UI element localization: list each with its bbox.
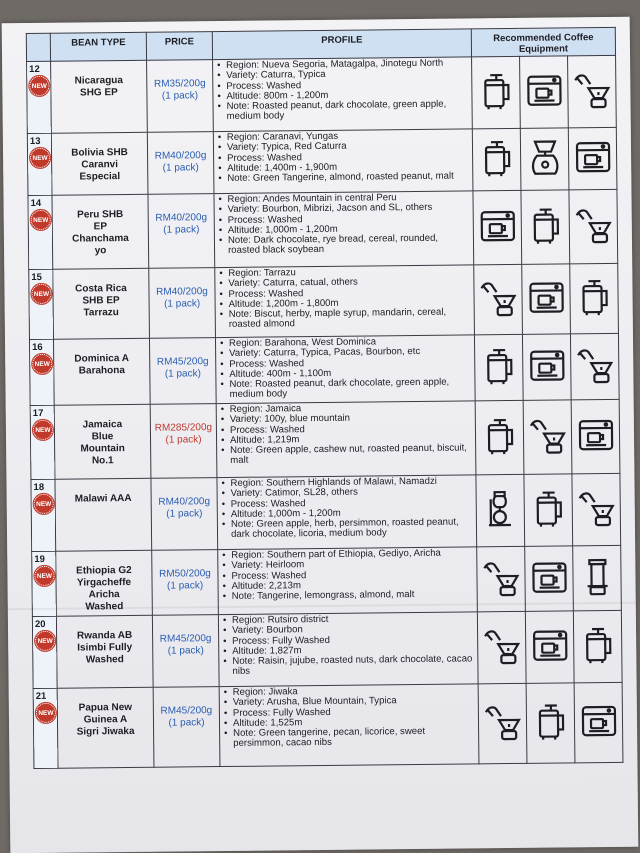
pour-over-icon bbox=[572, 70, 612, 110]
profile-item: • Altitude: 1,525m bbox=[224, 716, 475, 729]
profile-cell bbox=[213, 57, 473, 132]
new-badge-icon: NEW bbox=[36, 703, 56, 723]
bean-name-line: Isimbi Fully bbox=[77, 641, 133, 654]
bean-name-line: Tarrazu bbox=[83, 307, 119, 319]
table-row bbox=[27, 127, 617, 195]
bean-type-cell bbox=[51, 60, 148, 133]
profile-cell bbox=[215, 265, 475, 338]
espresso-machine-icon bbox=[477, 206, 517, 246]
new-badge-icon: NEW bbox=[31, 210, 51, 230]
equipment-cell bbox=[569, 189, 618, 263]
profile-item: • Altitude: 1,827m bbox=[223, 644, 474, 657]
profile-item: • Region: Nueva Segoria, Matagalpa, Jinotegu North bbox=[217, 58, 468, 71]
new-badge-icon: NEW bbox=[29, 76, 49, 96]
equipment-cell bbox=[472, 128, 521, 190]
equipment-cell bbox=[522, 264, 571, 334]
french-press-icon bbox=[525, 205, 565, 245]
table-row bbox=[30, 399, 620, 479]
profile-item: • Region: Rutsiro district bbox=[223, 613, 474, 626]
equipment-cell bbox=[522, 334, 571, 400]
profile-item: • Variety: Caturra, Typica bbox=[217, 69, 468, 82]
profile-cell bbox=[216, 401, 476, 478]
table-row bbox=[29, 333, 619, 405]
bean-name-line: SHB EP bbox=[82, 295, 120, 307]
bean-name-line: Rwanda AB bbox=[76, 629, 133, 642]
profile-item: • Region: Barahona, West Dominica bbox=[220, 336, 471, 349]
profile-item: • Region: Southern Highlands of Malawi, Namadzi bbox=[221, 476, 472, 489]
equipment-cell bbox=[473, 190, 522, 264]
bean-name-line: Jamaica bbox=[82, 419, 123, 431]
profile-item: • Note: Dark chocolate, rye bread, cereal, rounded, roasted black soybean bbox=[219, 234, 470, 257]
profile-list bbox=[223, 613, 475, 677]
row-number: 21 bbox=[35, 690, 47, 702]
pour-over-icon bbox=[575, 345, 615, 385]
profile-item: • Process: Washed bbox=[219, 287, 470, 300]
profile-item: • Note: Green apple, herb, persimmon, roasted peanut, dark chocolate, licoria, medium body bbox=[222, 518, 473, 541]
equipment-cell bbox=[472, 56, 521, 128]
equipment-cell bbox=[525, 611, 574, 683]
profile-item: • Process: Fully Washed bbox=[223, 634, 474, 647]
profile-item: • Note: Raisin, jujube, roasted nuts, dark chocolate, cacao nibs bbox=[223, 655, 474, 678]
profile-list bbox=[224, 685, 476, 749]
row-number: 13 bbox=[29, 135, 41, 148]
bean-name-line: Papua New bbox=[78, 701, 133, 714]
new-badge-icon: NEW bbox=[30, 148, 50, 168]
profile-item: • Region: Andes Mountain in central Peru bbox=[218, 192, 469, 205]
price-cell bbox=[148, 194, 215, 269]
row-number-cell bbox=[27, 61, 52, 133]
price-value: RM50/200g bbox=[159, 568, 211, 580]
bean-name-line: Mountain bbox=[80, 443, 125, 455]
profile-item: • Note: Green apple, cashew nut, roasted peanut, biscuit, malt bbox=[221, 444, 472, 467]
equipment-cell bbox=[476, 474, 525, 546]
bean-name-line: Aricha bbox=[88, 589, 120, 601]
pack-size: (1 pack) bbox=[167, 645, 204, 657]
price-cell bbox=[149, 338, 216, 405]
profile-item: • Region: Jiwaka bbox=[224, 685, 475, 698]
profile-item: • Note: Green Tangerine, almond, roasted peanut, malt bbox=[218, 172, 469, 185]
pour-over-icon bbox=[482, 702, 522, 742]
equipment-cell bbox=[570, 333, 619, 399]
equipment-cell bbox=[523, 400, 572, 474]
bean-type-cell bbox=[53, 338, 150, 405]
pour-over-icon bbox=[527, 415, 567, 455]
equipment-cell bbox=[477, 611, 526, 683]
profile-item: • Note: Green tangerine, pecan, licorice, sweet persimmon, cacao nibs bbox=[224, 727, 475, 750]
equipment-cell bbox=[525, 546, 574, 611]
bean-name-line: Blue bbox=[91, 431, 114, 443]
equipment-cell bbox=[568, 55, 617, 127]
new-badge-icon: NEW bbox=[31, 284, 51, 304]
row-number-cell bbox=[33, 688, 58, 768]
profile-cell bbox=[218, 612, 478, 687]
bean-type-cell bbox=[56, 550, 153, 616]
bean-name-line: yo bbox=[94, 245, 107, 257]
row-number: 14 bbox=[30, 197, 42, 210]
bean-name-line: Yirgacheffe bbox=[76, 576, 132, 589]
profile-item: • Process: Washed bbox=[217, 79, 468, 92]
equipment-cell bbox=[524, 474, 573, 546]
profile-item: • Note: Tangerine, lemongrass, almond, malt bbox=[223, 590, 474, 603]
profile-cell bbox=[219, 684, 479, 767]
pack-size: (1 pack) bbox=[165, 434, 202, 446]
profile-item: • Variety: Catimor, SL28, others bbox=[222, 487, 473, 500]
profile-list bbox=[221, 402, 473, 466]
price-value: RM40/200g bbox=[156, 286, 208, 298]
bean-name-line: Ethiopia G2 bbox=[76, 564, 132, 577]
bean-name-line: No.1 bbox=[91, 455, 114, 467]
row-number-cell bbox=[32, 551, 57, 616]
profile-list bbox=[218, 192, 470, 256]
profile-cell bbox=[215, 335, 475, 404]
price-value: RM40/200g bbox=[155, 212, 208, 224]
row-number: 18 bbox=[33, 481, 45, 494]
header-number bbox=[26, 33, 50, 61]
price-cell bbox=[147, 132, 214, 195]
row-number: 19 bbox=[34, 553, 45, 565]
equipment-cell bbox=[474, 334, 523, 400]
row-number-cell bbox=[32, 616, 57, 688]
row-number-cell bbox=[30, 405, 55, 479]
espresso-machine-icon bbox=[578, 701, 618, 741]
equipment-cell bbox=[475, 400, 524, 474]
bean-type-cell bbox=[52, 194, 149, 269]
bean-name-line: Chanchama bbox=[72, 232, 129, 245]
profile-item: • Altitude: 800m - 1,200m bbox=[217, 89, 468, 102]
pour-over-icon bbox=[573, 205, 613, 245]
price-value: RM40/200g bbox=[154, 150, 207, 162]
equipment-cell bbox=[521, 190, 570, 264]
bean-type-cell bbox=[56, 615, 153, 688]
price-cell bbox=[149, 268, 216, 339]
equipment-cell bbox=[573, 610, 622, 682]
profile-item: • Variety: Arusha, Blue Mountain, Typica bbox=[224, 696, 475, 709]
bean-type-cell bbox=[54, 404, 151, 479]
equipment-cell bbox=[574, 682, 623, 762]
profile-item: • Variety: Heirloom bbox=[222, 559, 473, 572]
bean-name-line: Barahona bbox=[78, 365, 125, 377]
profile-item: • Region: Caranavi, Yungas bbox=[218, 130, 469, 143]
row-number: 16 bbox=[32, 341, 43, 354]
price-cell bbox=[150, 404, 217, 479]
profile-list bbox=[219, 266, 471, 330]
pour-over-icon bbox=[482, 626, 522, 666]
profile-item: • Variety: Caturra, Typica, Pacas, Bourbon, etc bbox=[220, 347, 471, 360]
new-badge-icon: NEW bbox=[35, 631, 55, 651]
equipment-cell bbox=[573, 545, 622, 610]
equipment-cell bbox=[571, 399, 620, 473]
equipment-cell bbox=[520, 56, 569, 128]
price-cell bbox=[153, 687, 220, 768]
equipment-cell bbox=[474, 264, 523, 334]
price-value: RM45/200g bbox=[160, 705, 213, 717]
table-row bbox=[28, 189, 618, 269]
profile-item: • Note: Biscut, herby, maple syrup, mandarin, cereal, roasted almond bbox=[220, 308, 471, 331]
profile-item: • Process: Washed bbox=[222, 569, 473, 582]
profile-item: • Process: Washed bbox=[221, 423, 472, 436]
french-press-icon bbox=[479, 416, 519, 456]
bean-name-line: EP bbox=[93, 221, 108, 233]
profile-list bbox=[222, 548, 474, 602]
row-number-cell bbox=[29, 269, 54, 339]
espresso-machine-icon bbox=[529, 557, 569, 597]
bean-type-cell bbox=[51, 132, 148, 195]
bean-type-cell bbox=[57, 687, 154, 768]
french-press-icon bbox=[578, 625, 618, 665]
table-row bbox=[32, 610, 622, 688]
profile-cell bbox=[213, 129, 473, 194]
price-value: RM45/200g bbox=[159, 633, 212, 645]
price-value: RM40/200g bbox=[158, 496, 211, 508]
profile-item: • Variety: Typica, Red Caturra bbox=[218, 141, 469, 154]
new-badge-icon: NEW bbox=[33, 420, 53, 440]
row-number-cell bbox=[31, 479, 56, 551]
bean-name-line: Peru SHB bbox=[77, 209, 124, 221]
header-price: PRICE bbox=[146, 32, 212, 61]
bean-name-line: Malawi AAA bbox=[74, 492, 132, 505]
profile-item: • Process: Washed bbox=[218, 151, 469, 164]
row-number-cell bbox=[29, 339, 54, 405]
profile-item: • Variety: Bourbon bbox=[223, 624, 474, 637]
profile-item: • Process: Fully Washed bbox=[224, 706, 475, 719]
bean-name-line: Especial bbox=[79, 171, 121, 183]
bean-name-line: Washed bbox=[85, 601, 124, 613]
french-press-icon bbox=[476, 71, 516, 111]
pack-size: (1 pack) bbox=[163, 224, 200, 236]
profile-item: • Variety: Caturra, catual, others bbox=[219, 277, 470, 290]
equipment-cell bbox=[478, 683, 527, 763]
espresso-machine-icon bbox=[524, 70, 564, 110]
row-number-cell bbox=[27, 133, 52, 195]
equipment-cell bbox=[568, 127, 617, 189]
profile-item: • Variety: Bourbon, Mibrizi, Jacson and SL, others bbox=[219, 203, 470, 216]
french-press-icon bbox=[476, 138, 516, 178]
coffee-bean-table bbox=[26, 27, 624, 769]
espresso-machine-icon bbox=[530, 625, 570, 665]
bean-name-line: Washed bbox=[85, 654, 124, 666]
espresso-machine-icon bbox=[575, 415, 615, 455]
french-press-icon bbox=[528, 488, 568, 528]
pack-size: (1 pack) bbox=[164, 368, 201, 380]
price-cell bbox=[151, 478, 218, 551]
profile-item: • Region: Jamaica bbox=[221, 402, 472, 415]
profile-item: • Altitude: 1,219m bbox=[221, 433, 472, 446]
pack-size: (1 pack) bbox=[162, 162, 199, 174]
profile-item: • Process: Washed bbox=[222, 497, 473, 510]
price-value: RM45/200g bbox=[156, 356, 209, 368]
profile-list bbox=[221, 476, 473, 540]
french-press-icon bbox=[530, 701, 570, 741]
french-press-icon bbox=[574, 277, 614, 317]
equipment-cell bbox=[572, 473, 621, 545]
header-equipment: Recommended Coffee Equipment bbox=[471, 27, 615, 57]
bean-name-line: Bolivia SHB bbox=[71, 146, 128, 159]
profile-item: • Altitude: 1,200m - 1,800m bbox=[220, 297, 471, 310]
bean-name-line: Nicaragua bbox=[74, 75, 124, 87]
bean-name-line: Costa Rica bbox=[75, 283, 127, 295]
new-badge-icon: NEW bbox=[34, 566, 54, 586]
profile-item: • Altitude: 1,000m - 1,200m bbox=[219, 223, 470, 236]
profile-cell bbox=[218, 547, 478, 615]
new-badge-icon: NEW bbox=[32, 354, 52, 374]
row-number-cell bbox=[28, 195, 53, 269]
pack-size: (1 pack) bbox=[166, 580, 204, 592]
equipment-cell bbox=[526, 683, 575, 763]
table-row bbox=[29, 263, 619, 339]
row-number: 20 bbox=[34, 618, 46, 630]
bean-type-cell bbox=[53, 268, 150, 339]
profile-item: • Altitude: 1,400m - 1,900m bbox=[218, 161, 469, 174]
equipment-cell bbox=[477, 546, 526, 611]
espresso-machine-icon bbox=[527, 345, 567, 385]
profile-list bbox=[217, 58, 469, 122]
bean-type-cell bbox=[55, 478, 152, 551]
row-number: 17 bbox=[32, 407, 44, 420]
equipment-cell bbox=[570, 263, 619, 333]
drip-maker-icon bbox=[524, 137, 564, 177]
aeropress-icon bbox=[577, 556, 617, 596]
table-row bbox=[31, 473, 621, 551]
header-bean-type: BEAN TYPE bbox=[50, 32, 146, 61]
siphon-icon bbox=[480, 489, 520, 529]
row-number: 15 bbox=[31, 271, 42, 284]
espresso-machine-icon bbox=[572, 137, 612, 177]
price-value: RM35/200g bbox=[153, 78, 206, 90]
bean-name-line: SHG EP bbox=[79, 87, 118, 99]
pour-over-icon bbox=[576, 488, 616, 528]
new-badge-icon: NEW bbox=[34, 494, 54, 514]
pack-size: (1 pack) bbox=[168, 717, 205, 729]
bean-name-line: Sigri Jiwaka bbox=[76, 725, 135, 738]
profile-list bbox=[220, 336, 472, 400]
bean-name-line: Caranvi bbox=[81, 159, 119, 171]
table-row bbox=[27, 55, 617, 133]
profile-item: • Region: Southern part of Ethiopia, Gediyo, Aricha bbox=[222, 548, 473, 561]
bean-name-line: Dominica A bbox=[74, 352, 130, 365]
espresso-machine-icon bbox=[526, 277, 566, 317]
profile-cell bbox=[217, 475, 477, 550]
pack-size: (1 pack) bbox=[161, 90, 199, 102]
bean-name-line: Guinea A bbox=[83, 714, 128, 726]
pour-over-icon bbox=[481, 557, 521, 597]
pack-size: (1 pack) bbox=[166, 508, 203, 520]
price-value: RM285/200g bbox=[154, 422, 213, 434]
pour-over-icon bbox=[478, 278, 518, 318]
paper-sheet bbox=[2, 17, 639, 853]
equipment-cell bbox=[520, 128, 569, 190]
price-cell bbox=[147, 60, 214, 133]
pack-size: (1 pack) bbox=[164, 298, 201, 310]
price-cell bbox=[152, 550, 219, 616]
profile-item: • Variety: 100y, blue mountain bbox=[221, 413, 472, 426]
profile-item: • Process: Washed bbox=[219, 213, 470, 226]
profile-item: • Region: Tarrazu bbox=[219, 266, 470, 279]
profile-item: • Process: Washed bbox=[220, 357, 471, 370]
profile-cell bbox=[214, 191, 474, 268]
table-row bbox=[32, 545, 622, 616]
profile-item: • Note: Roasted peanut, dark chocolate, green apple, medium body bbox=[220, 378, 471, 401]
table-row bbox=[33, 682, 623, 768]
price-cell bbox=[152, 615, 219, 688]
french-press-icon bbox=[479, 346, 519, 386]
profile-list bbox=[218, 130, 470, 184]
profile-item: • Altitude: 2,213m bbox=[223, 579, 474, 592]
row-number: 12 bbox=[29, 63, 40, 76]
profile-item: • Note: Roasted peanut, dark chocolate, green apple, medium body bbox=[218, 100, 469, 123]
table-body bbox=[27, 55, 623, 768]
profile-item: • Altitude: 1,000m - 1,200m bbox=[222, 507, 473, 520]
header-profile: PROFILE bbox=[212, 29, 471, 60]
profile-item: • Altitude: 400m - 1,100m bbox=[220, 367, 471, 380]
